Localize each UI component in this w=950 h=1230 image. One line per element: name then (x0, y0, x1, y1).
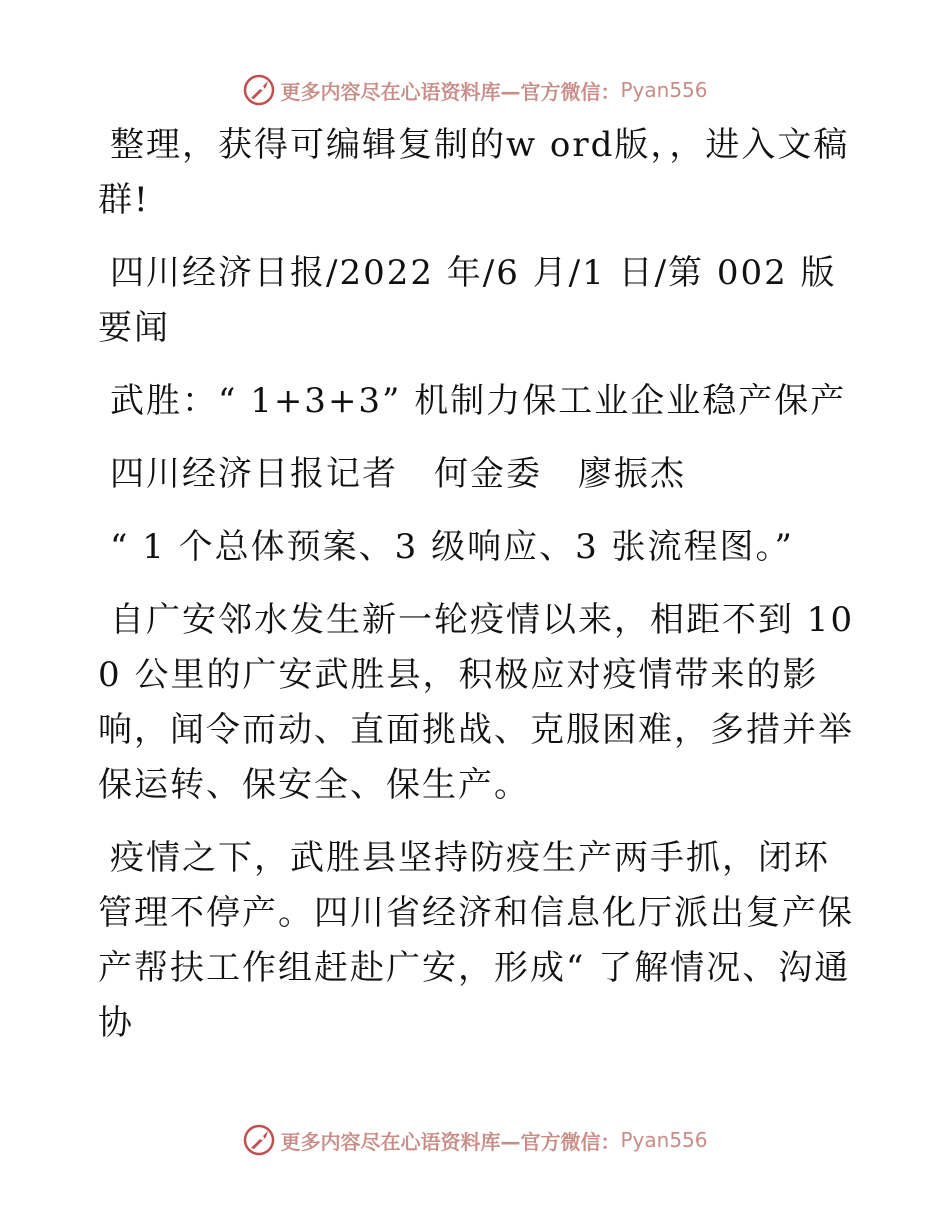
article-title: 武胜：“ 1+3+3” 机制力保工业企业稳产保产 (110, 381, 847, 421)
pen-nib-logo-icon (242, 1123, 276, 1157)
article-paragraph: 疫情之下，武胜县坚持防疫生产两手抓，闭环管理不停产。四川省经济和信息化厅派出复产保产帮扶工作组赶赴广安，形成“ 了解情况、沟通协 (98, 838, 854, 1043)
paragraph-source: 四川经济日报/2022 年/6 月/1 日/第 002 版要闻 (98, 253, 837, 348)
paragraph-intro: 整理，获得可编辑复制的w ord版，，进入文稿群! (98, 125, 850, 220)
article-paragraph: 自广安邻水发生新一轮疫情以来，相距不到 100 公里的广安武胜县，积极应对疫情带来的影响，闻令而动、直面挑战、克服困难，多措并举保运转、保安全、保生产。 (98, 600, 855, 805)
footer-watermark (0, 1120, 950, 1160)
article-byline: 四川经济日报记者 何金委 廖振杰 (110, 454, 686, 494)
watermark-text: 更多内容尽在心语资料库—官方微信： (280, 79, 621, 104)
watermark-account: Pyan556 (620, 1128, 708, 1152)
document-body (98, 118, 858, 1069)
pen-nib-logo-icon (242, 73, 276, 107)
header-watermark (0, 70, 950, 110)
watermark-account: Pyan556 (620, 78, 708, 102)
article-quote: “ 1 个总体预案、3 级响应、3 张流程图。” (110, 527, 794, 567)
watermark-text: 更多内容尽在心语资料库—官方微信： (280, 1129, 621, 1154)
